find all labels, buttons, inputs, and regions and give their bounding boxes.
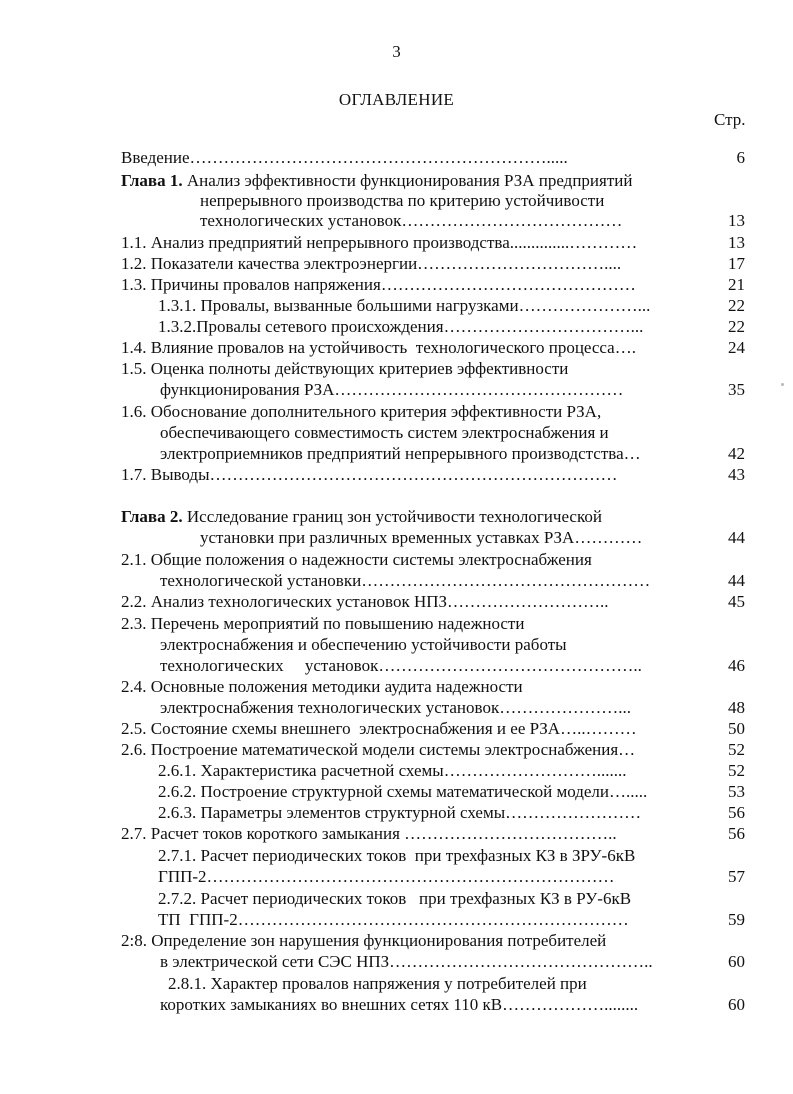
toc-page-number: 21 [728, 275, 745, 294]
toc-page-number: 44 [728, 571, 745, 590]
toc-entry-2-7[interactable]: 2.7. Расчет токов короткого замыкания ……………………………….. [121, 824, 617, 843]
toc-entry-2-6-3[interactable]: 2.6.3. Параметры элементов структурной схемы…………………… [158, 803, 642, 822]
toc-page-number: 22 [728, 317, 745, 336]
toc-entry-2-8-1-line-1[interactable]: 2.8.1. Характер провалов напряжения у потребителей при [168, 974, 587, 993]
toc-page-number: 13 [728, 211, 745, 230]
toc-page-number: 42 [728, 444, 745, 463]
toc-entry-2-7-1-line-1[interactable]: 2.7.1. Расчет периодических токов при трехфазных КЗ в ЗРУ-6кВ [158, 846, 636, 865]
scan-speck [781, 383, 784, 386]
toc-entry-1-6-line-1[interactable]: 1.6. Обоснование дополнительного критерия эффективности РЗА, [121, 402, 602, 421]
toc-entry-2-3-line-2: электроснабжения и обеспечению устойчивости работы [160, 635, 567, 654]
toc-page-number: 56 [728, 803, 745, 822]
toc-page-number: 44 [728, 528, 745, 547]
chapter-title: Исследование границ зон устойчивости технологической [182, 507, 602, 526]
toc-heading: ОГЛАВЛЕНИЕ [338, 90, 455, 109]
toc-entry-1-2[interactable]: 1.2. Показатели качества электроэнергии…………………………….... [121, 254, 622, 273]
toc-entry-2-6[interactable]: 2.6. Построение математической модели системы электроснабжения… [121, 740, 636, 759]
toc-entry-2-5[interactable]: 2.5. Состояние схемы внешнего электроснабжения и ее РЗА…..……… [121, 719, 637, 738]
toc-entry-1-7[interactable]: 1.7. Выводы……………………………………………………………… [121, 465, 618, 484]
toc-entry-2-7-1-line-2: ГПП-2……………………………………………………………… [158, 867, 615, 886]
toc-entry-1-3-2[interactable]: 1.3.2.Провалы сетевого происхождения……………………………... [158, 317, 644, 336]
toc-page-number: 24 [728, 338, 745, 357]
toc-entry-1-5-line-1[interactable]: 1.5. Оценка полноты действующих критериев эффективности [121, 359, 569, 378]
toc-page-number: 22 [728, 296, 745, 315]
toc-page-number: 46 [728, 656, 745, 675]
toc-page-number: 52 [728, 740, 745, 759]
toc-page-number: 50 [728, 719, 745, 738]
chapter-title: Анализ эффективности функционирования РЗА предприятий [182, 171, 633, 190]
toc-entry-1-3-1[interactable]: 1.3.1. Провалы, вызванные большими нагрузками…………………... [158, 296, 651, 315]
chapter-label: Глава 2. [121, 507, 183, 526]
toc-page-number: 6 [736, 148, 745, 167]
toc-page-number: 13 [728, 233, 745, 252]
toc-entry-intro[interactable]: Введение………………………………………………………..... [121, 148, 568, 167]
toc-page-number: 60 [728, 952, 745, 971]
toc-entry-2-8-1-line-2: коротких замыканиях во внешних сетях 110 кВ………………........ [160, 995, 639, 1014]
toc-entry-1-1[interactable]: 1.1. Анализ предприятий непрерывного производства..............………… [121, 233, 638, 252]
toc-entry-2-4-line-2: электроснабжения технологических установок…………………... [160, 698, 631, 717]
toc-entry-2-3-line-1[interactable]: 2.3. Перечень мероприятий по повышению надежности [121, 614, 525, 633]
toc-entry-2-1-line-2: технологической установки…………………………………………… [160, 571, 651, 590]
toc-entry-1-6-line-2: обеспечивающего совместимость систем электроснабжения и [160, 423, 609, 442]
toc-chapter-2-line-1[interactable] [121, 507, 602, 527]
toc-page-number: 52 [728, 761, 745, 780]
toc-entry-1-5-line-2: функционирования РЗА…………………………………………… [160, 380, 624, 399]
toc-entry-2-7-2-line-1[interactable]: 2.7.2. Расчет периодических токов при трехфазных КЗ в РУ-6кВ [158, 889, 632, 908]
toc-page-number: 56 [728, 824, 745, 843]
toc-page-number: 45 [728, 592, 745, 611]
toc-entry-1-3[interactable]: 1.3. Причины провалов напряжения……………………………………… [121, 275, 636, 294]
toc-entry-2-7-2-line-2: ТП ГПП-2…………………………………………………………… [158, 910, 629, 929]
toc-chapter-1-line-2: непрерывного производства по критерию устойчивости [200, 191, 605, 210]
toc-entry-2-8-line-2: в электрической сети СЭС НПЗ……………………………………….. [160, 952, 653, 971]
toc-entry-1-4[interactable]: 1.4. Влияние провалов на устойчивость технологического процесса…. [121, 338, 636, 357]
toc-entry-2-8-line-1[interactable]: 2:8. Определение зон нарушения функционирования потребителей [121, 931, 607, 950]
toc-entry-2-3-line-3: технологических установок……………………………………….. [160, 656, 642, 675]
chapter-label: Глава 1. [121, 171, 183, 190]
toc-page-number: 43 [728, 465, 745, 484]
page-column-label: Стр. [714, 110, 746, 129]
toc-page-number: 60 [728, 995, 745, 1014]
toc-entry-2-4-line-1[interactable]: 2.4. Основные положения методики аудита надежности [121, 677, 523, 696]
page-number: 3 [392, 42, 401, 61]
toc-page-number: 59 [728, 910, 745, 929]
toc-entry-2-6-1[interactable]: 2.6.1. Характеристика расчетной схемы………………………....... [158, 761, 627, 780]
toc-entry-1-6-line-3: электроприемников предприятий непрерывного производстства… [160, 444, 641, 463]
toc-page-number: 35 [728, 380, 745, 399]
toc-page-number: 17 [728, 254, 745, 273]
toc-page-number: 48 [728, 698, 745, 717]
toc-entry-2-1-line-1[interactable]: 2.1. Общие положения о надежности системы электроснабжения [121, 550, 592, 569]
toc-entry-2-2[interactable]: 2.2. Анализ технологических установок НПЗ……………………….. [121, 592, 609, 611]
toc-page-number: 57 [728, 867, 745, 886]
toc-chapter-1-line-1[interactable] [121, 171, 632, 191]
toc-chapter-1-line-3: технологических установок………………………………… [200, 211, 623, 230]
toc-entry-2-6-2[interactable]: 2.6.2. Построение структурной схемы математической модели…..... [158, 782, 648, 801]
toc-page-number: 53 [728, 782, 745, 801]
toc-chapter-2-line-2: установки при различных временных уставках РЗА………… [200, 528, 643, 547]
